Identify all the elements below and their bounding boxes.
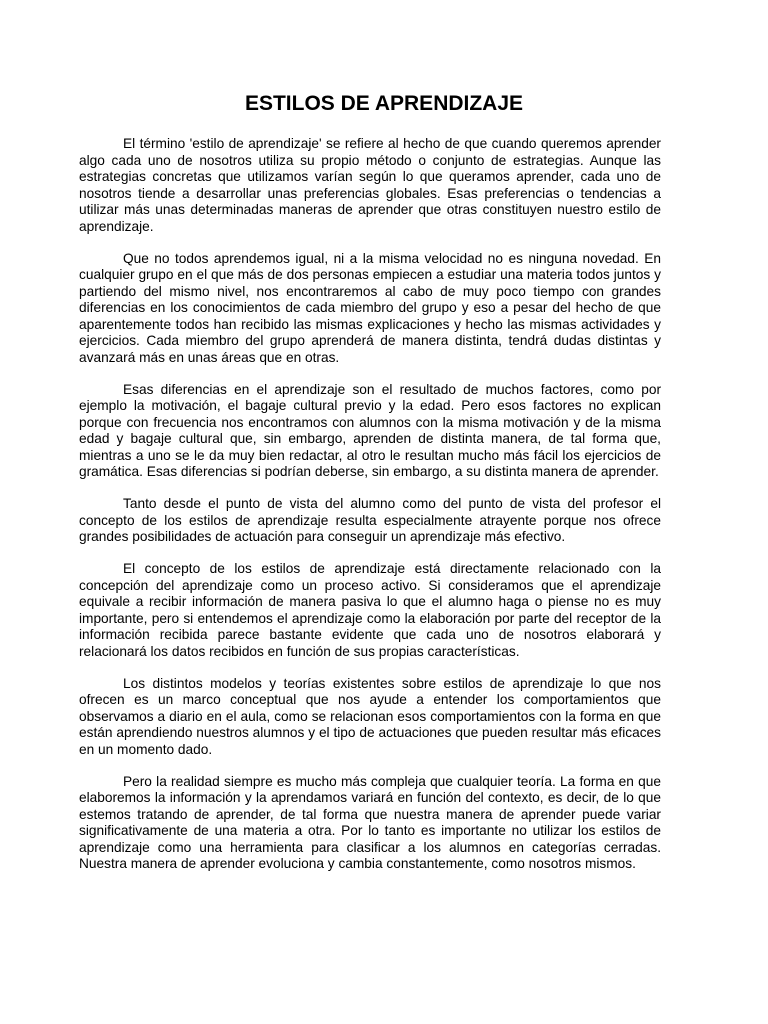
document-body: [79, 136, 661, 888]
paragraph-7: Pero la realidad siempre es mucho más compleja que cualquier teoría. La forma en que elaboremos la información y la aprendamos variará en función del contexto, es decir, de lo que estemos tratando de aprender, de tal forma que nuestra manera de aprender puede variar significativamente de una materia a otra. Por lo tanto es importante no utilizar los estilos de aprendizaje como una herramienta para clasificar a los alumnos en categorías cerradas. Nuestra manera de aprender evoluciona y cambia constantemente, como nosotros mismos.: [79, 773, 661, 871]
paragraph-5: El concepto de los estilos de aprendizaje está directamente relacionado con la concepción del aprendizaje como un proceso activo. Si consideramos que el aprendizaje equivale a recibir información de manera pasiva lo que el alumno haga o piense no es muy importante, pero si entendemos el aprendizaje como la elaboración por parte del receptor de la información recibida parece bastante evidente que cada uno de nosotros elaborará y relacionará los datos recibidos en función de sus propias características.: [79, 561, 661, 659]
paragraph-3: Esas diferencias en el aprendizaje son el resultado de muchos factores, como por ejemplo la motivación, el bagaje cultural previo y la edad. Pero esos factores no explican porque con frecuencia nos encontramos con alumnos con la misma motivación y de la misma edad y bagaje cultural que, sin embargo, aprenden de distinta manera, de tal forma que, mientras a uno se le da muy bien redactar, al otro le resultan mucho más fácil los ejercicios de gramática. Esas diferencias si podrían deberse, sin embargo, a su distinta manera de aprender.: [79, 381, 661, 479]
document-title: ESTILOS DE APRENDIZAJE: [244, 92, 524, 115]
paragraph-6: Los distintos modelos y teorías existentes sobre estilos de aprendizaje lo que nos ofrecen es un marco conceptual que nos ayude a entender los comportamientos que observamos a diario en el aula, como se relacionan esos comportamientos con la forma en que están aprendiendo nuestros alumnos y el tipo de actuaciones que pueden resultar más eficaces en un momento dado.: [79, 675, 661, 757]
paragraph-4: Tanto desde el punto de vista del alumno como del punto de vista del profesor el concepto de los estilos de aprendizaje resulta especialmente atrayente porque nos ofrece grandes posibilidades de actuación para conseguir un aprendizaje más efectivo.: [79, 496, 661, 544]
paragraph-1: El término 'estilo de aprendizaje' se refiere al hecho de que cuando queremos aprender algo cada uno de nosotros utiliza su propio método o conjunto de estrategias. Aunque las estrategias concretas que utilizamos varían según lo que queramos aprender, cada uno de nosotros tiende a desarrollar unas preferencias globales. Esas preferencias o tendencias a utilizar más unas determinadas maneras de aprender que otras constituyen nuestro estilo de aprendizaje.: [79, 136, 661, 234]
paragraph-2: Que no todos aprendemos igual, ni a la misma velocidad no es ninguna novedad. En cualquier grupo en el que más de dos personas empiecen a estudiar una materia todos juntos y partiendo del mismo nivel, nos encontraremos al cabo de muy poco tiempo con grandes diferencias en los conocimientos de cada miembro del grupo y eso a pesar del hecho de que aparentemente todos han recibido las mismas explicaciones y hecho las mismas actividades y ejercicios. Cada miembro del grupo aprenderá de manera distinta, tendrá dudas distintas y avanzará más en unas áreas que en otras.: [79, 250, 661, 365]
